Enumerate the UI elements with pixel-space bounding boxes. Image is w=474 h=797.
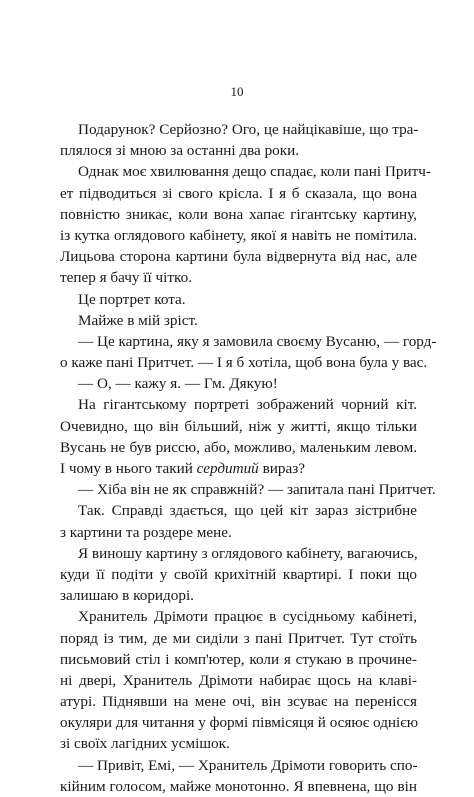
text-line: Очевидно, що він більший, ніж у житті, якщо тільки (60, 417, 417, 435)
text-line: ні двері, Хранитель Дрімоти набирає щось на клаві- (60, 671, 417, 689)
text-line: Так. Справді здається, що цей кіт зараз зістрибне (78, 502, 417, 520)
text-line: куди її подіти у своїй крихітній квартирі. І поки що (60, 565, 417, 583)
text-line: Подарунок? Серйозно? Ого, це найцікавіше, що тра- (78, 121, 419, 138)
text-line: повністю зникає, коли вона хапає гігантську картину, (60, 205, 417, 223)
text-run: вираз? (258, 460, 305, 477)
page-number: 10 (230, 84, 244, 99)
text-line: — Привіт, Емі, — Хранитель Дрімоти говорить спо- (78, 756, 418, 774)
text-line: — Хіба він не як справжній? — запитала пані Притчет. (78, 481, 436, 499)
text-line: На гігантському портреті зображений чорний кіт. (78, 396, 417, 414)
text-line: Однак моє хвилювання дещо спадає, коли пані Притч- (78, 163, 431, 181)
text-line: ет підводиться зі свого крісла. І я б сказала, що вона (60, 184, 417, 202)
text-line (60, 458, 417, 479)
text-line: Майже в мій зріст. (78, 311, 198, 329)
text-line: Вусань не був риссю, або, можливо, маленьким левом. (60, 438, 417, 456)
text-line: з картини та роздере мене. (60, 523, 232, 541)
text-line: тепер я бачу її чітко. (60, 269, 193, 287)
text-line: Я виношу картину з оглядового кабінету, вагаючись, (78, 544, 418, 562)
text-line: залишаю в коридорі. (60, 587, 194, 605)
text-run: І чому в нього такий (60, 460, 197, 477)
text-line: письмовий стіл і комп'ютер, коли я стукаю в прочине- (60, 650, 417, 668)
text-line: Хранитель Дрімоти працює в сусідньому кабінеті, (78, 608, 417, 626)
body-text (60, 119, 437, 797)
text-line: із кутка оглядового кабінету, якої я навіть не помітила. (60, 226, 417, 244)
text-line: поряд із тим, де ми сиділи з пані Притчет. Тут стоїть (60, 629, 417, 647)
text-line: Лицьова сторона картини була відвернута від нас, але (60, 248, 417, 266)
emphasized-word: сердитий (196, 460, 259, 477)
text-line: зі своїх лагідних усмішок. (60, 735, 230, 753)
text-line: плялося зі мною за останні два роки. (60, 142, 300, 160)
text-line: — О, — кажу я. — Гм. Дякую! (78, 375, 278, 393)
text-line: окуляри для читання у формі півмісяця й осяює однією (60, 714, 419, 732)
text-line: Це портрет кота. (78, 290, 186, 308)
text-line: кійним голосом, майже монотонно. Я впевнена, що він (60, 777, 417, 795)
text-line: — Це картина, яку я замовила своєму Вусаню, — горд- (78, 332, 437, 350)
text-line: о каже пані Притчет. — І я б хотіла, щоб вона була у вас. (60, 354, 428, 372)
text-line: атурі. Піднявши на мене очі, він зсуває на перенісся (60, 693, 417, 711)
